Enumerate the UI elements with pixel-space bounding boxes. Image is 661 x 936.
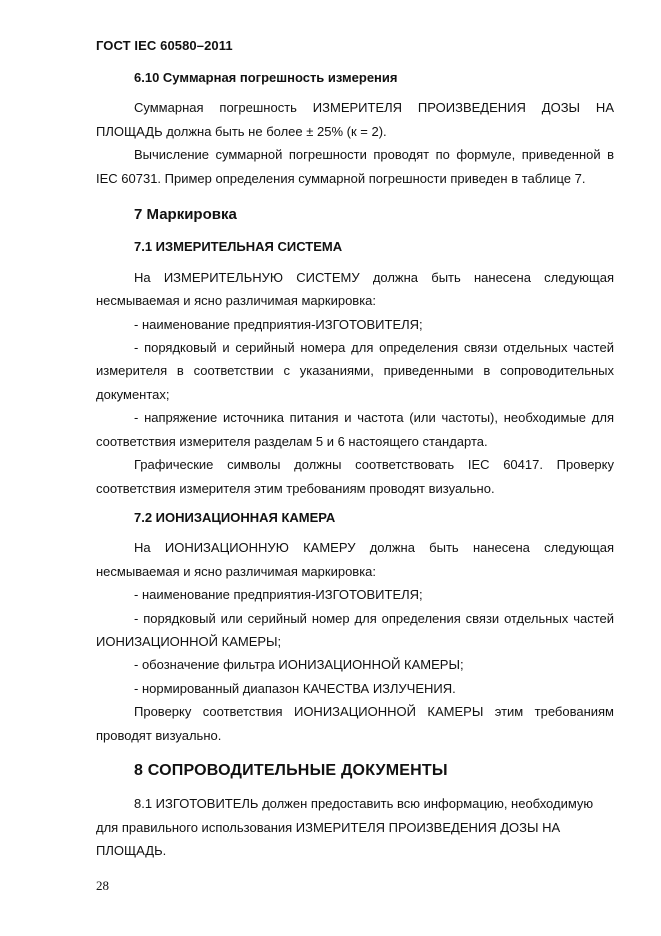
section-8-title: 8 СОПРОВОДИТЕЛЬНЫЕ ДОКУМЕНТЫ	[134, 761, 448, 779]
section-7-2-title: 7.2 ИОНИЗАЦИОННАЯ КАМЕРА	[134, 509, 336, 525]
section-7-2-paragraph-1: На ИОНИЗАЦИОННУЮ КАМЕРУ должна быть нанесена следующая несмываемая и ясно различимая маркировка:	[96, 540, 614, 579]
section-7-2-paragraph-2: Проверку соответствия ИОНИЗАЦИОННОЙ КАМЕРЫ этим требованиям проводят визуально.	[96, 704, 614, 743]
section-6-10-title: 6.10 Суммарная погрешность измерения	[134, 70, 398, 85]
section-6-10-paragraph-2: Вычисление суммарной погрешности проводят по формуле, приведенной в IEC 60731. Пример определения суммарной погрешности приведен в таблице 7.	[96, 147, 614, 186]
section-7-1-paragraph-2: Графические символы должны соответствовать IEC 60417. Проверку соответствия измерителя этим требованиям проводят визуально.	[96, 457, 614, 496]
section-7-2-list-item-1: - наименование предприятия-ИЗГОТОВИТЕЛЯ;	[134, 587, 423, 603]
section-7-1-paragraph-1: На ИЗМЕРИТЕЛЬНУЮ СИСТЕМУ должна быть нанесена следующая несмываемая и ясно различимая маркировка:	[96, 269, 614, 309]
section-7-1-list-item-2: - порядковый и серийный номера для определения связи отдельных частей измерителя в соответствии с указаниями, приведенными в сопроводительных документах;	[96, 340, 614, 402]
section-7-1-list-item-3: - напряжение источника питания и частота (или частоты), необходимые для соответствия измерителя разделам 5 и 6 настоящего стандарта.	[96, 410, 614, 449]
section-7-2-list-item-2: - порядковый или серийный номер для определения связи отдельных частей ИОНИЗАЦИОННОЙ КАМЕРЫ;	[96, 610, 614, 649]
section-7-2-list-item-4: - нормированный диапазон КАЧЕСТВА ИЗЛУЧЕНИЯ.	[134, 680, 456, 696]
section-7-2-list-item-3: - обозначение фильтра ИОНИЗАЦИОННОЙ КАМЕРЫ;	[134, 657, 464, 673]
standard-header: ГОСТ IEC 60580–2011	[96, 38, 233, 53]
section-7-title: 7 Маркировка	[134, 206, 237, 224]
section-7-1-list-item-1: - наименование предприятия-ИЗГОТОВИТЕЛЯ;	[134, 316, 423, 332]
section-8-paragraph-1: 8.1 ИЗГОТОВИТЕЛЬ должен предоставить всю информацию, необходимую для правильного использования ИЗМЕРИТЕЛЯ ПРОИЗВЕДЕНИЯ ДОЗЫ НА ПЛОЩАДЬ.	[96, 796, 594, 859]
section-7-1-title: 7.1 ИЗМЕРИТЕЛЬНАЯ СИСТЕМА	[134, 239, 343, 255]
section-6-10-paragraph-1: Суммарная погрешность ИЗМЕРИТЕЛЯ ПРОИЗВЕДЕНИЯ ДОЗЫ НА ПЛОЩАДЬ должна быть не более ± 25% (к = 2).	[96, 100, 614, 139]
page-number: 28	[96, 878, 109, 893]
page-content	[96, 66, 614, 863]
